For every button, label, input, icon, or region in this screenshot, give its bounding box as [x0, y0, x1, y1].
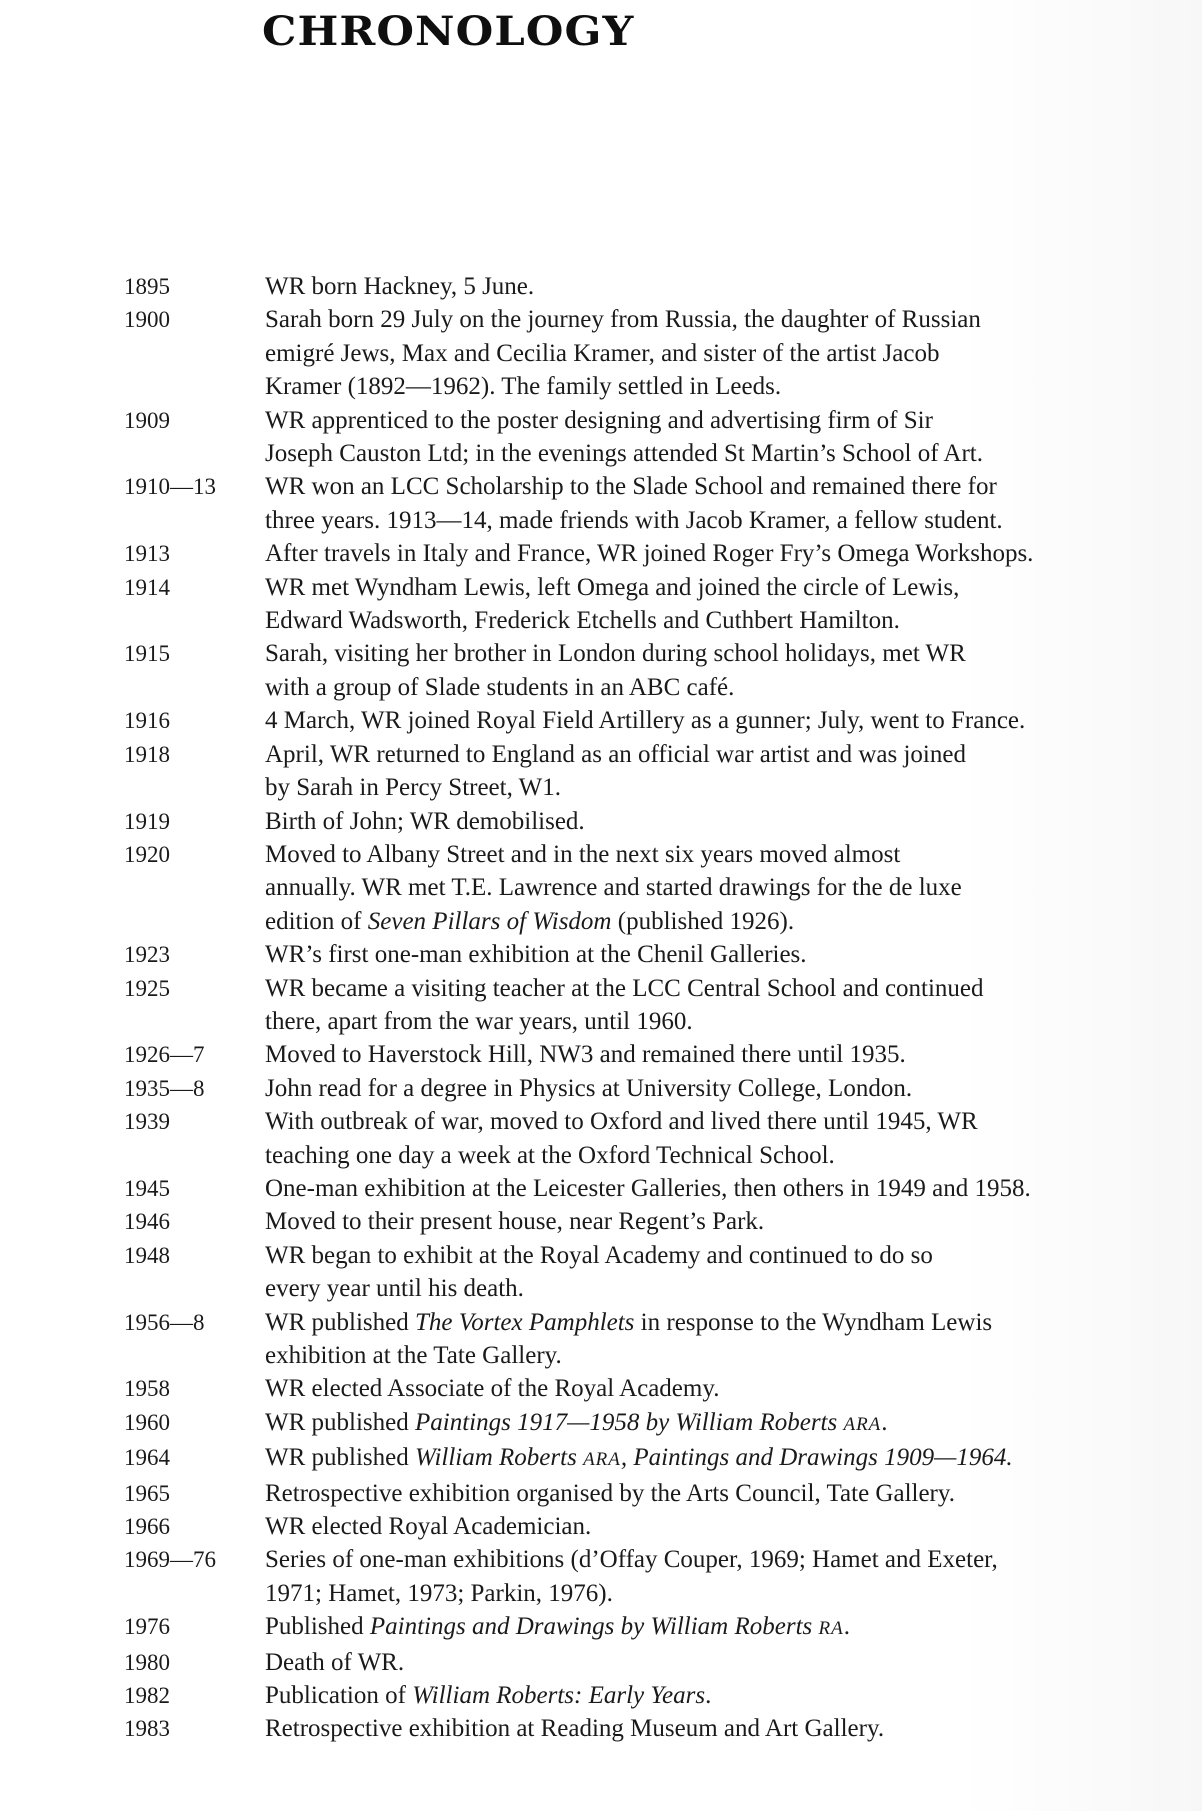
- italic-title-text: Paintings and Drawings by William Roberts: [369, 1613, 813, 1641]
- entry-text: [265, 738, 1174, 805]
- page-title: CHRONOLOGY: [262, 8, 635, 55]
- chronology-entry: [124, 470, 1174, 537]
- entry-text: [265, 972, 1174, 1039]
- text-segment: 1971; Hamet, 1973; Parkin, 1976).: [265, 1579, 613, 1607]
- chronology-entry: [124, 270, 1174, 303]
- entry-year: 1925: [124, 975, 170, 1001]
- text-segment: every year until his death.: [265, 1275, 524, 1303]
- text-segment: Kramer (1892—1962). The family settled in Leeds.: [265, 373, 782, 401]
- text-segment: Death of WR.: [265, 1648, 405, 1676]
- entry-text-line: [265, 1072, 1174, 1105]
- entry-text-line: [265, 1577, 1174, 1610]
- text-segment: Moved to their present house, near Regent’s Park.: [265, 1208, 765, 1236]
- entry-text: [265, 1205, 1174, 1238]
- text-segment: WR published: [265, 1308, 415, 1336]
- entry-year: 1910—13: [124, 474, 216, 500]
- entry-text-line: [265, 1105, 1174, 1138]
- italic-title-text: The Vortex Pamphlets: [415, 1308, 635, 1336]
- entry-year: 1935—8: [124, 1075, 205, 1101]
- entry-text-line: [265, 671, 1174, 704]
- chronology-entry: [124, 1543, 1174, 1610]
- chronology-entry: [124, 1712, 1174, 1745]
- entry-text-line: [265, 604, 1174, 637]
- text-segment: Sarah, visiting her brother in London during school holidays, met WR: [265, 640, 966, 668]
- entry-text-line: [265, 571, 1174, 604]
- text-segment: WR published: [265, 1444, 415, 1472]
- entry-text-line: [265, 871, 1174, 904]
- entry-text-line: [265, 1005, 1174, 1038]
- text-segment: Retrospective exhibition organised by the Arts Council, Tate Gallery.: [265, 1479, 956, 1507]
- text-segment: WR began to exhibit at the Royal Academy and continued to do so: [265, 1241, 933, 1269]
- text-segment: April, WR returned to England as an official war artist and was joined: [265, 740, 966, 768]
- entry-text: [265, 1306, 1174, 1373]
- entry-year: 1945: [124, 1175, 170, 1201]
- entry-year: 1948: [124, 1242, 170, 1268]
- text-segment: WR apprenticed to the poster designing and advertising firm of Sir: [265, 406, 933, 434]
- text-segment: three years. 1913—14, made friends with Jacob Kramer, a fellow student.: [265, 506, 1003, 534]
- entry-text-line: [265, 1372, 1174, 1405]
- entry-text: [265, 1105, 1174, 1172]
- entry-year: 1926—7: [124, 1042, 205, 1068]
- text-segment: Moved to Albany Street and in the next six years moved almost: [265, 840, 901, 868]
- entry-text: [265, 303, 1174, 403]
- text-segment: 4 March, WR joined Royal Field Artillery as a gunner; July, went to France.: [265, 707, 1026, 735]
- entry-text: [265, 838, 1174, 938]
- text-segment: WR met Wyndham Lewis, left Omega and joined the circle of Lewis,: [265, 573, 960, 601]
- chronology-entry: [124, 805, 1174, 838]
- entry-text: [265, 571, 1174, 638]
- chronology-entry: [124, 1072, 1174, 1105]
- entry-text-line: [265, 1339, 1174, 1372]
- chronology-entry: [124, 537, 1174, 570]
- entry-year: 1919: [124, 808, 170, 834]
- text-segment: With outbreak of war, moved to Oxford and lived there until 1945, WR: [265, 1108, 978, 1136]
- text-segment: .: [705, 1682, 712, 1710]
- entry-year: 1920: [124, 841, 170, 867]
- entry-year: 1916: [124, 708, 170, 734]
- entry-year: 1966: [124, 1514, 170, 1540]
- entry-text: [265, 1543, 1174, 1610]
- entry-text-line: [265, 537, 1174, 570]
- chronology-entry: [124, 1610, 1174, 1645]
- chronology-entry: [124, 1306, 1174, 1373]
- entry-text: [265, 1679, 1174, 1712]
- text-segment: WR became a visiting teacher at the LCC Central School and continued: [265, 974, 984, 1002]
- entry-text: [265, 270, 1174, 303]
- text-segment: WR born Hackney, 5 June.: [265, 273, 535, 300]
- text-segment: Series of one-man exhibitions (d’Offay Couper, 1969; Hamet and Exeter,: [265, 1546, 998, 1574]
- entry-year: 1982: [124, 1683, 170, 1709]
- entry-text-line: [265, 1272, 1174, 1305]
- chronology-entry: [124, 1038, 1174, 1071]
- chronology-list: [124, 270, 1174, 1746]
- chronology-entry: [124, 1205, 1174, 1238]
- entry-text-line: [265, 404, 1174, 437]
- text-segment: WR elected Royal Academician.: [265, 1513, 592, 1541]
- entry-text-line: [265, 1510, 1174, 1543]
- chronology-entry: [124, 704, 1174, 737]
- entry-text-line: [265, 1543, 1174, 1576]
- entry-text-line: [265, 270, 1174, 303]
- entry-text-line: [265, 1205, 1174, 1238]
- entry-year: 1915: [124, 641, 170, 667]
- entry-text: [265, 704, 1174, 737]
- text-segment: WR published: [265, 1408, 415, 1436]
- entry-year: 1939: [124, 1109, 170, 1135]
- text-segment: WR elected Associate of the Royal Academy.: [265, 1375, 720, 1403]
- text-segment: Birth of John; WR demobilised.: [265, 807, 585, 835]
- italic-title-text: , Paintings and Drawings 1909—1964.: [620, 1444, 1013, 1472]
- chronology-entry: [124, 1646, 1174, 1679]
- text-segment: Edward Wadsworth, Frederick Etchells and Cuthbert Hamilton.: [265, 607, 900, 635]
- chronology-entry: [124, 571, 1174, 638]
- entry-text-line: [265, 938, 1174, 971]
- text-segment: annually. WR met T.E. Lawrence and started drawings for the de luxe: [265, 874, 962, 902]
- chronology-entry: [124, 1441, 1174, 1476]
- entry-text: [265, 1441, 1174, 1476]
- text-segment: in response to the Wyndham Lewis: [634, 1308, 993, 1336]
- text-segment: there, apart from the war years, until 1960.: [265, 1007, 693, 1035]
- entry-text: [265, 1372, 1174, 1405]
- small-caps-text: RA: [818, 1618, 844, 1640]
- entry-text-line: [265, 738, 1174, 771]
- entry-text-line: [265, 1038, 1174, 1071]
- entry-text: [265, 1477, 1174, 1510]
- text-segment: with a group of Slade students in an ABC café.: [265, 673, 735, 701]
- chronology-entry: [124, 404, 1174, 471]
- entry-text: [265, 1038, 1174, 1071]
- text-segment: by Sarah in Percy Street, W1.: [265, 774, 561, 802]
- entry-text-line: [265, 1172, 1174, 1205]
- entry-text-line: [265, 437, 1174, 470]
- entry-text: [265, 1406, 1174, 1441]
- chronology-entry: [124, 1372, 1174, 1405]
- entry-text: [265, 1712, 1174, 1745]
- entry-text: [265, 1239, 1174, 1306]
- italic-title-text: Seven Pillars of Wisdom: [367, 907, 612, 935]
- entry-text: [265, 938, 1174, 971]
- chronology-entry: [124, 1172, 1174, 1205]
- entry-year: 1956—8: [124, 1309, 205, 1335]
- entry-year: 1976: [124, 1614, 170, 1640]
- entry-text: [265, 404, 1174, 471]
- entry-text-line: [265, 637, 1174, 670]
- text-segment: emigré Jews, Max and Cecilia Kramer, and sister of the artist Jacob: [265, 339, 940, 367]
- entry-year: 1965: [124, 1480, 170, 1506]
- entry-text-line: [265, 1139, 1174, 1172]
- text-segment: Published: [265, 1613, 370, 1641]
- entry-year: 1969—76: [124, 1547, 216, 1573]
- entry-text-line: [265, 1679, 1174, 1712]
- entry-year: 1923: [124, 942, 170, 968]
- chronology-entry: [124, 738, 1174, 805]
- entry-text: [265, 537, 1174, 570]
- entry-text-line: [265, 1477, 1174, 1510]
- italic-title-text: William Roberts: [415, 1444, 577, 1472]
- italic-title-text: Paintings 1917—1958 by William Roberts: [415, 1408, 838, 1436]
- entry-year: 1958: [124, 1376, 170, 1402]
- chronology-entry: [124, 1477, 1174, 1510]
- italic-title-text: William Roberts: Early Years: [412, 1682, 706, 1710]
- entry-year: 1960: [124, 1409, 170, 1435]
- text-segment: edition of: [265, 907, 368, 935]
- text-segment: .: [843, 1613, 850, 1641]
- entry-year: 1913: [124, 541, 170, 567]
- entry-text: [265, 470, 1174, 537]
- entry-text-line: [265, 370, 1174, 403]
- entry-text: [265, 1510, 1174, 1543]
- entry-text-line: [265, 303, 1174, 336]
- entry-text: [265, 1610, 1174, 1645]
- entry-year: 1983: [124, 1716, 170, 1742]
- entry-text-line: [265, 704, 1174, 737]
- entry-text-line: [265, 905, 1174, 938]
- chronology-entry: [124, 1406, 1174, 1441]
- chronology-entry: [124, 938, 1174, 971]
- text-segment: teaching one day a week at the Oxford Technical School.: [265, 1141, 835, 1169]
- entry-year: 1918: [124, 741, 170, 767]
- entry-text-line: [265, 1712, 1174, 1745]
- text-segment: Publication of: [265, 1682, 413, 1710]
- entry-text-line: [265, 504, 1174, 537]
- text-segment: Joseph Causton Ltd; in the evenings attended St Martin’s School of Art.: [265, 440, 983, 468]
- chronology-entry: [124, 1679, 1174, 1712]
- entry-text: [265, 1072, 1174, 1105]
- text-segment: WR won an LCC Scholarship to the Slade School and remained there for: [265, 473, 997, 501]
- entry-text: [265, 637, 1174, 704]
- entry-year: 1964: [124, 1445, 170, 1471]
- chronology-entry: [124, 637, 1174, 704]
- text-segment: One-man exhibition at the Leicester Galleries, then others in 1949 and 1958.: [265, 1174, 1031, 1202]
- text-segment: exhibition at the Tate Gallery.: [265, 1342, 562, 1369]
- entry-year: 1900: [124, 307, 170, 333]
- text-segment: Moved to Haverstock Hill, NW3 and remained there until 1935.: [265, 1041, 906, 1069]
- entry-text-line: [265, 1646, 1174, 1679]
- chronology-entry: [124, 972, 1174, 1039]
- text-segment: (published 1926).: [611, 907, 795, 935]
- entry-text: [265, 805, 1174, 838]
- entry-text-line: [265, 470, 1174, 503]
- entry-text-line: [265, 1406, 1174, 1441]
- chronology-entry: [124, 1105, 1174, 1172]
- chronology-entry: [124, 303, 1174, 403]
- entry-year: 1980: [124, 1649, 170, 1675]
- entry-year: 1895: [124, 274, 170, 299]
- entry-text-line: [265, 805, 1174, 838]
- text-segment: John read for a degree in Physics at University College, London.: [265, 1074, 913, 1102]
- small-caps-text: ARA: [583, 1449, 621, 1471]
- entry-text-line: [265, 1610, 1174, 1645]
- entry-text-line: [265, 1306, 1174, 1339]
- entry-text-line: [265, 771, 1174, 804]
- chronology-entry: [124, 1239, 1174, 1306]
- small-caps-text: ARA: [843, 1413, 882, 1435]
- entry-year: 1914: [124, 574, 170, 600]
- entry-year: 1909: [124, 407, 170, 433]
- entry-year: 1946: [124, 1209, 170, 1235]
- entry-text-line: [265, 972, 1174, 1005]
- entry-text-line: [265, 838, 1174, 871]
- entry-text-line: [265, 1239, 1174, 1272]
- text-segment: WR’s first one-man exhibition at the Chenil Galleries.: [265, 941, 807, 969]
- text-segment: Retrospective exhibition at Reading Museum and Art Gallery.: [265, 1715, 885, 1743]
- chronology-entry: [124, 1510, 1174, 1543]
- text-segment: After travels in Italy and France, WR joined Roger Fry’s Omega Workshops.: [265, 540, 1034, 568]
- entry-text-line: [265, 337, 1174, 370]
- chronology-entry: [124, 838, 1174, 938]
- text-segment: .: [881, 1408, 888, 1436]
- entry-text: [265, 1172, 1174, 1205]
- entry-text-line: [265, 1441, 1174, 1476]
- entry-text: [265, 1646, 1174, 1679]
- text-segment: Sarah born 29 July on the journey from Russia, the daughter of Russian: [265, 306, 981, 334]
